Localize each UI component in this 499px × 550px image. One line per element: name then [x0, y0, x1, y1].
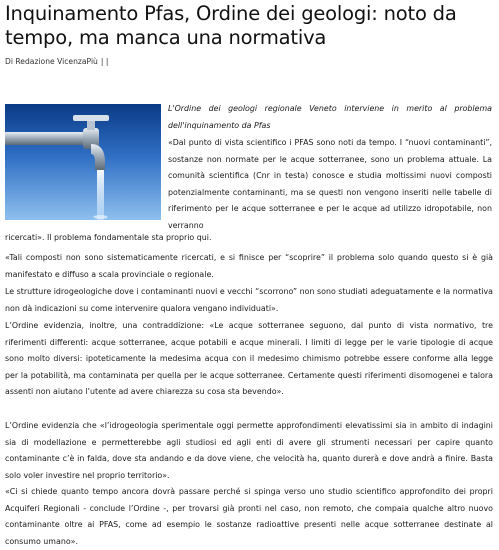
faucet-photo	[5, 104, 161, 220]
paragraph-6: «Ci si chiede quanto tempo ancora dovrà passare perché si spinga verso uno studio scientifico approfondito dei propri Acquiferi Regionali - conclude l’Ordine -, per trovarsi già pronti nel caso, non remoto, che compaia qualche altro nuovo contaminante oltre ai PFAS, come ad esempio le sostanze radioattive presenti nelle acque sotterranee destinate al consumo umano».	[5, 487, 493, 546]
paragraph-1-continued: ricercati». Il problema fondamentale sta proprio qui.	[5, 233, 212, 242]
byline-separator: | |	[100, 57, 109, 66]
paragraph-3: Le strutture idrogeologiche dove i contaminanti nuovi e vecchi “scorrono” non sono studiati adeguatamente e la normativa non dà indicazioni su come intervenire qualora vengano individuati».	[5, 287, 493, 313]
paragraph-5: L’Ordine evidenzia che «l’idrogeologia sperimentale oggi permette approfondimenti elevatissimi sia in ambito di indagini sia di modellazione e permetterebbe agli studiosi ed agli enti di avere gli strumenti necessari per capire quanto contaminante c’è in falda, dove sta andando e da dove viene, che velocità ha, quanto durerà e dove andrà a finire. Basta solo voler investire nel proprio territorio».	[5, 421, 493, 480]
article-title: Inquinamento Pfas, Ordine dei geologi: noto da tempo, ma manca una normativa	[5, 2, 457, 49]
article-lead: L'Ordine dei geologi regionale Veneto interviene in merito al problema dell'inquinamento da Pfas	[168, 104, 492, 130]
paragraph-1: «Dal punto di vista scientifico i PFAS sono noti da tempo. I “nuovi contaminanti”, sostanze non normate per le acque sotterranee, sono un problema attuale. La comunità scientifica (Cnr in testa) conosce e studia moltissimi nuovi composti potenzialmente contaminanti, ma se questi non vengono inseriti nelle tabelle di riferimento per le acque sotterranee e per le acque ad utilizzo idropotabile, non verranno	[168, 138, 492, 230]
paragraph-4: L’Ordine evidenzia, inoltre, una contraddizione: «Le acque sotterranee seguono, dal punto di vista normativo, tre riferimenti differenti: acque sotterranee, acque potabili e acque minerali. I limiti di legge per le varie tipologie di acque sono molto diversi: ipoteticamente la medesima acqua con il medesimo chimismo potrebbe essere conforme alla legge per la potabilità, ma contaminata per quella per le acque sotterranee. Certamente questi riferimenti disomogenei e talora assenti non aiutano l’utente ad avere chiarezza su cosa sta bevendo».	[5, 321, 493, 397]
article-byline	[5, 57, 108, 66]
paragraph-2: «Tali composti non sono sistematicamente ricercati, e si finisce per “scoprire” il problema solo quando questo si è già manifestato e diffuso a scala provinciale o regionale.	[5, 253, 493, 279]
author-link[interactable]: Di Redazione VicenzaPiù	[5, 57, 98, 66]
